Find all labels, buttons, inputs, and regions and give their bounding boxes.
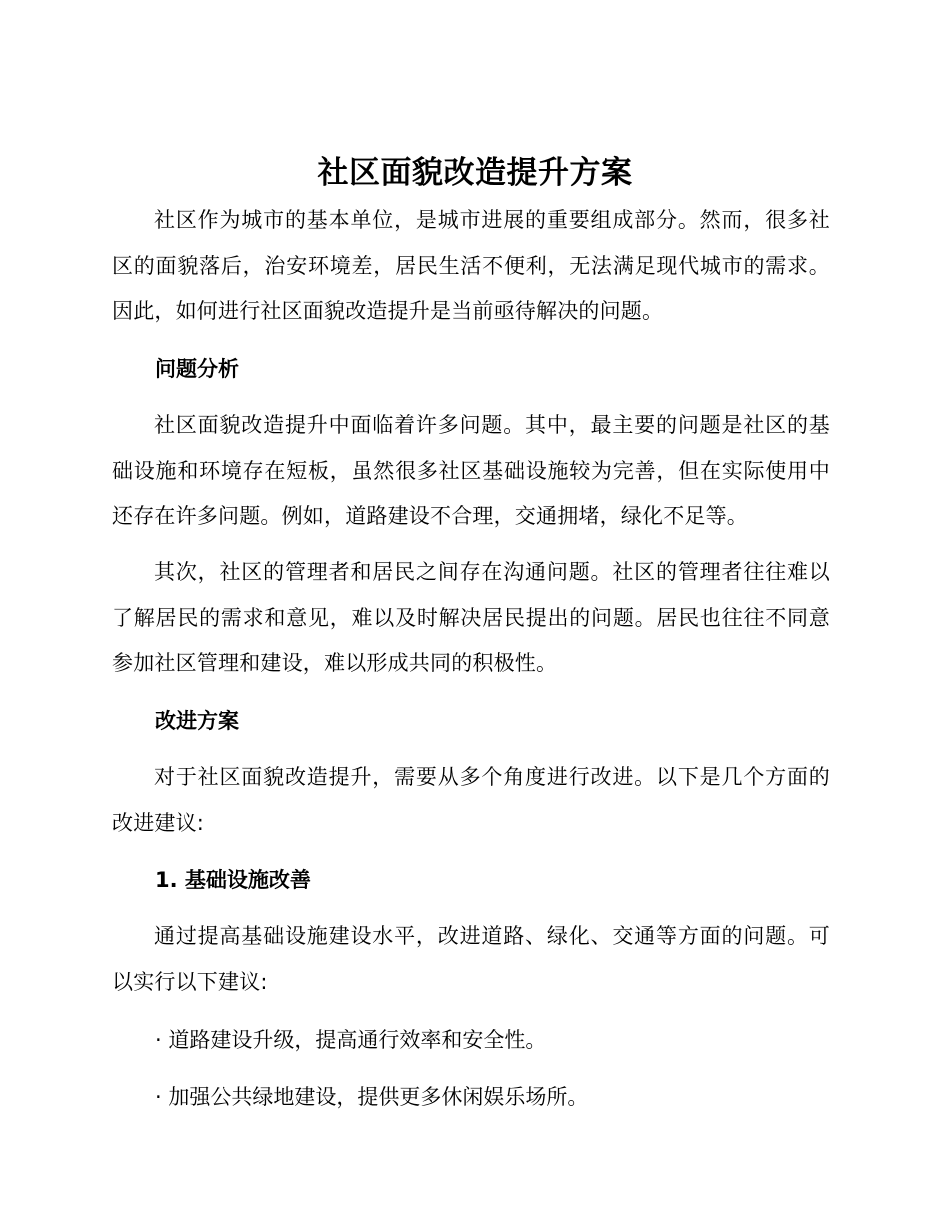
problem-paragraph-1: 社区面貌改造提升中面临着许多问题。其中，最主要的问题是社区的基础设施和环境存在短板，虽然很多社区基础设施较为完善，但在实际使用中还存在许多问题。例如，道路建设不合理，交通拥堵，绿化不足等。 [112, 413, 830, 528]
list-item: · 加强公共绿地建设，提供更多休闲娱乐场所。 [155, 1085, 589, 1109]
improvement-paragraph: 对于社区面貌改造提升，需要从多个角度进行改进。以下是几个方面的改进建议: [112, 765, 830, 835]
intro-paragraph: 社区作为城市的基本单位，是城市进展的重要组成部分。然而，很多社区的面貌落后，治安环境差，居民生活不便利，无法满足现代城市的需求。因此，如何进行社区面貌改造提升是当前亟待解决的问题。 [112, 208, 830, 323]
section-heading-problem-analysis: 问题分析 [155, 357, 239, 381]
infrastructure-paragraph: 通过提高基础设施建设水平，改进道路、绿化、交通等方面的问题。可以实行以下建议: [112, 924, 830, 994]
problem-paragraph-2: 其次，社区的管理者和居民之间存在沟通问题。社区的管理者往往难以了解居民的需求和意见，难以及时解决居民提出的问题。居民也往往不同意参加社区管理和建设，难以形成共同的积极性。 [112, 560, 830, 675]
list-item: · 道路建设升级，提高通行效率和安全性。 [155, 1028, 547, 1052]
section-heading-improvement-plan: 改进方案 [155, 709, 239, 733]
subsection-heading-infrastructure: 1. 基础设施改善 [155, 868, 311, 892]
document-title: 社区面貌改造提升方案 [317, 155, 633, 191]
